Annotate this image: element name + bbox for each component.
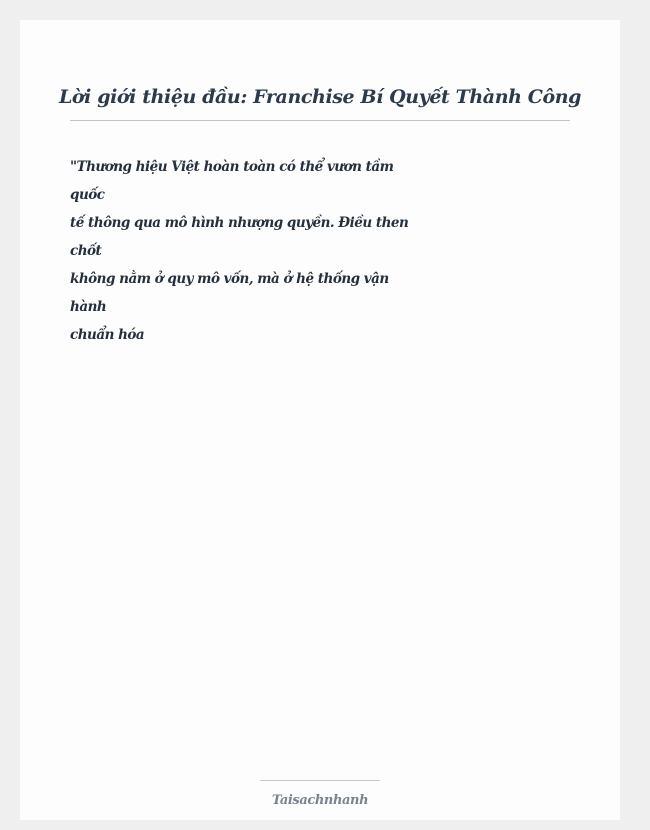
body-line: quốc xyxy=(70,187,105,203)
body-line: chốt xyxy=(70,243,102,259)
title-divider xyxy=(70,120,570,121)
body-text xyxy=(70,153,409,349)
body-line: chuẩn hóa xyxy=(70,327,145,343)
footer-divider xyxy=(260,780,380,781)
page-title: Lời giới thiệu đầu: Franchise Bí Quyết Thành Công xyxy=(58,86,582,108)
document-page xyxy=(20,20,620,820)
body-line: tế thông qua mô hình nhượng quyền. Điều then xyxy=(70,215,409,231)
body-line: hành xyxy=(70,299,107,315)
body-line: không nằm ở quy mô vốn, mà ở hệ thống vận xyxy=(70,271,389,287)
body-line: "Thương hiệu Việt hoàn toàn có thể vươn tầm xyxy=(70,159,394,175)
footer-brand: Taisachnhanh xyxy=(271,793,369,808)
